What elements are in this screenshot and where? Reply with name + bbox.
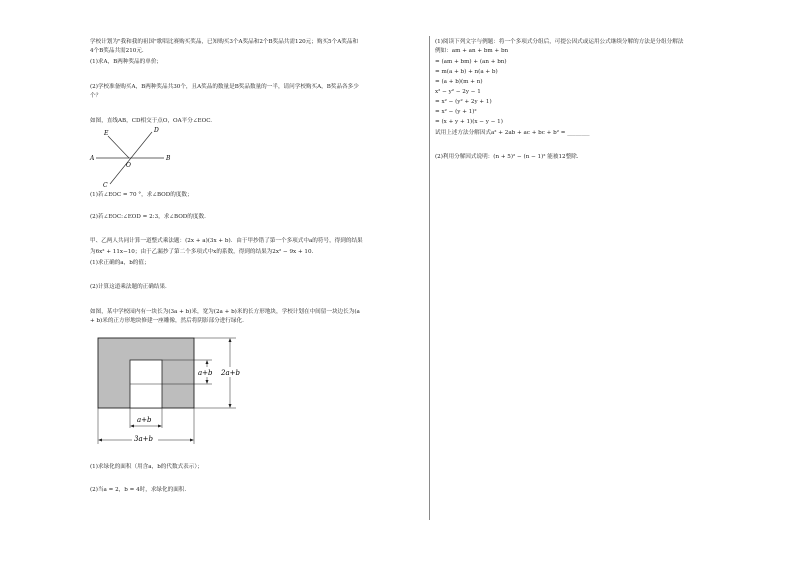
q5-part2: (2)利用分解因式说明：(n + 5)² − (n − 1)² 能被12整除. bbox=[435, 154, 579, 160]
q2-stem: 如图，直线AB，CD相交于点O，OA平分∠EOC. bbox=[90, 118, 213, 124]
column-divider bbox=[429, 36, 430, 520]
label-2a-plus-b: 2a+b bbox=[221, 369, 240, 377]
q1-stem-line2: 4个B奖品共需210元. bbox=[90, 48, 144, 54]
q1-part1: (1)求A，B两种奖品的单价； bbox=[90, 59, 163, 65]
label-inner-height: a+b bbox=[198, 369, 213, 377]
q3-stem-line1: 甲、乙两人共同计算一道整式乘法题：(2x + a)(3x + b)．由于甲抄错了第一个多项式中a的符号，得到的结果 bbox=[90, 238, 363, 244]
q5-step7: = (x + y + 1)(x − y − 1) bbox=[435, 119, 503, 125]
q1-stem-line1: 学校计划为"我和我的祖国"歌唱比赛购买奖品，已知购买3个A奖品和2个B奖品共需120元；购买5个A奖品和 bbox=[90, 39, 359, 45]
label-3a-plus-b: 3a+b bbox=[134, 435, 153, 443]
intersecting-lines-figure bbox=[88, 124, 178, 190]
q5-step3: = (a + b)(m + n) bbox=[435, 79, 483, 85]
q5-step2: = m(a + b) + n(a + b) bbox=[435, 69, 498, 75]
label-c: C bbox=[103, 182, 108, 189]
q2-part2: (2)若∠EOC:∠EOD = 2:3，求∠BOD的度数. bbox=[90, 214, 206, 220]
q5-intro-line2: 例如：am + an + bm + bn bbox=[435, 48, 509, 54]
q5-step1: = (am + bm) + (an + bn) bbox=[435, 59, 507, 65]
q5-task: 试用上述方法分解因式a² + 2ab + ac + bc + b² = ________ bbox=[435, 130, 590, 136]
q4-part2: (2)当a = 2，b = 4时，求绿化的面积. bbox=[90, 487, 187, 493]
q3-stem-line2: 为6x² + 11x−10；由于乙漏抄了第二个多项式中x的系数，得到的结果为2x² − 9x + 10. bbox=[90, 249, 314, 255]
q5-step4: x² − y² − 2y − 1 bbox=[435, 89, 481, 95]
arrow-down-icon bbox=[229, 404, 232, 408]
arrow-up-icon bbox=[206, 360, 209, 364]
garden-plot-figure bbox=[94, 334, 244, 450]
arrow-right-icon bbox=[158, 425, 162, 428]
arrow-down-icon bbox=[206, 380, 209, 384]
label-o: O bbox=[126, 162, 131, 169]
q5-step6: = x² − (y + 1)² bbox=[435, 109, 477, 115]
q5-step5: = x² − (y² + 2y + 1) bbox=[435, 99, 492, 105]
label-inner-width: a+b bbox=[137, 416, 152, 424]
arrow-left-icon bbox=[130, 425, 134, 428]
q1-part2-line2: 个？ bbox=[90, 93, 102, 99]
ray-oe bbox=[108, 136, 129, 158]
q2-part1: (1)若∠EOC = 70 °，求∠BOD的度数； bbox=[90, 192, 193, 198]
arrow-left-icon bbox=[98, 439, 102, 442]
arrow-up-icon bbox=[229, 338, 232, 342]
q4-stem-line1: 如图，某中学校园内有一块长为(3a + b)米，宽为(2a + b)米的长方形地块，学校计划在中间留一块边长为(a bbox=[90, 309, 360, 315]
q5-intro-line1: (1)阅读下列文字与例题：将一个多项式分组后，可提公因式或运用公式继续分解的方法是分组分解法 bbox=[435, 39, 684, 45]
q3-part2: (2)计算这道乘法题的正确结果. bbox=[90, 284, 167, 290]
label-a: A bbox=[90, 155, 95, 162]
label-e: E bbox=[104, 130, 109, 137]
label-d: D bbox=[154, 127, 159, 134]
q4-part1: (1)求绿化的面积（用含a，b的代数式表示）； bbox=[90, 464, 203, 470]
q4-stem-line2: + b)米的正方形地块修建一座雕像，然后将阴影部分进行绿化. bbox=[90, 318, 244, 324]
q3-part1: (1)求正确的a，b的值； bbox=[90, 260, 150, 266]
label-b: B bbox=[166, 155, 171, 162]
arrow-right-icon bbox=[190, 439, 194, 442]
q1-part2-line1: (2)学校准备购买A，B两种奖品共30个，且A奖品的数量是B奖品数量的一半，请问学校购买A，B奖品各多少 bbox=[90, 84, 359, 90]
